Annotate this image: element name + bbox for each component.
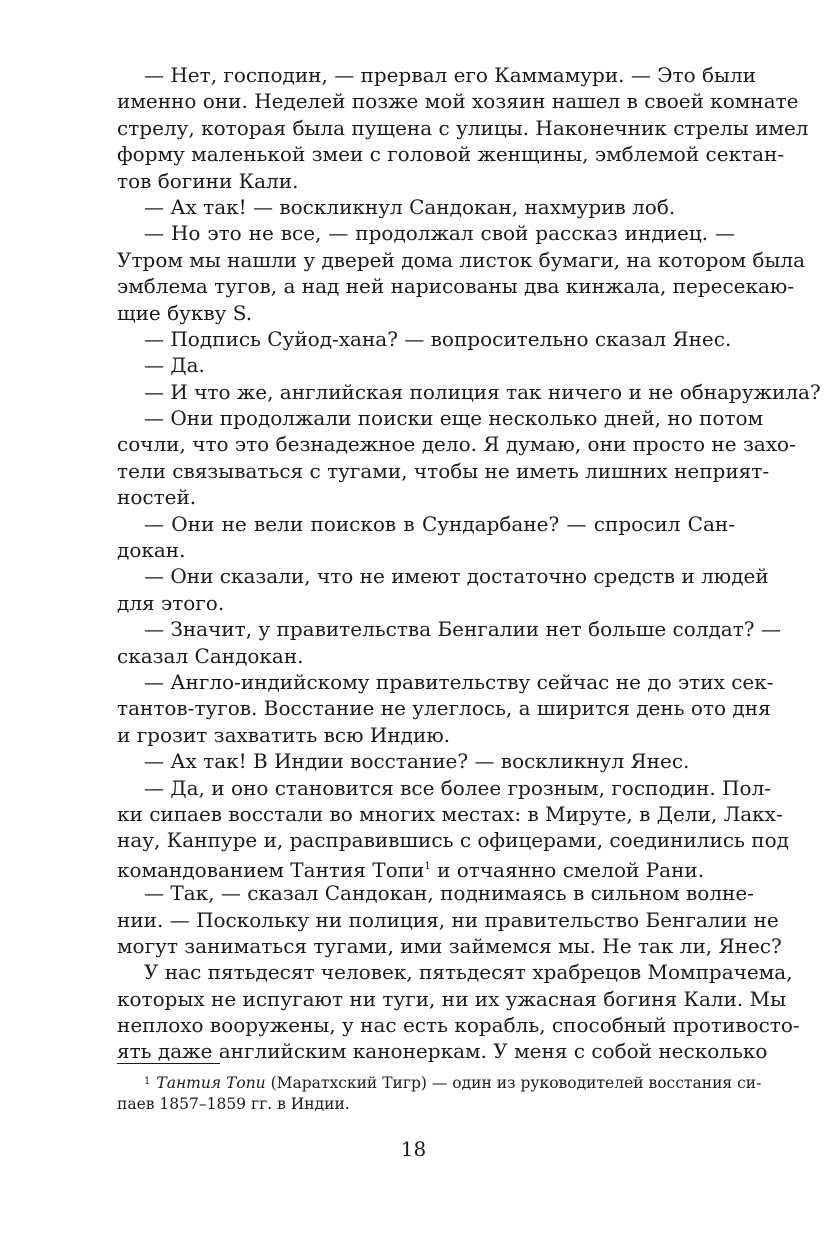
footnote-text: (Маратхский Тигр) — один из руководителей восстания си- <box>265 1074 762 1092</box>
footnote-line <box>117 1071 762 1093</box>
text-line: — Ах так! В Индии восстание? — воскликнул Янес. <box>144 749 690 774</box>
text-line: сказал Сандокан. <box>117 643 304 668</box>
text-line: тов богини Кали. <box>117 168 299 193</box>
footnote-divider <box>117 1063 220 1064</box>
text-line: — Значит, у правительства Бенгалии нет больше солдат? — <box>144 617 781 642</box>
text-line: тели связываться с тугами, чтобы не иметь лишних неприят- <box>117 458 770 483</box>
text-line: — Ах так! — воскликнул Сандокан, нахмурив лоб. <box>144 194 676 219</box>
text-line: — Так, — сказал Сандокан, поднимаясь в сильном волне- <box>144 881 754 906</box>
text-line: форму маленькой змеи с головой женщины, эмблемой сектан- <box>117 142 785 167</box>
page-number: 18 <box>400 1137 427 1161</box>
text-line: — Они сказали, что не имеют достаточно средств и людей <box>144 564 769 589</box>
text-line: стрелу, которая была пущена с улицы. Наконечник стрелы имел <box>117 115 809 140</box>
footnote-mark: 1 <box>144 1076 151 1087</box>
text-line: У нас пятьдесят человек, пятьдесят храбрецов Момпрачема, <box>144 960 793 985</box>
text-line: командованием Тантия Топи$^1$ и отчаянно смелой Рани. <box>117 857 705 882</box>
text-line: — Да. <box>144 353 205 378</box>
text-line: — Англо-индийскому правительству сейчас не до этих сек- <box>144 669 774 694</box>
text-line: ностей. <box>117 485 197 510</box>
text-line: нии. — Поскольку ни полиция, ни правительство Бенгалии не <box>117 907 779 932</box>
text-line: ять даже английским канонеркам. У меня с собой несколько <box>117 1039 768 1064</box>
text-line: — Да, и оно становится все более грозным, господин. Пол- <box>144 775 772 800</box>
text-line: и грозит захватить всю Индию. <box>117 722 451 747</box>
text-line: неплохо вооружены, у нас есть корабль, способный противосто- <box>117 1013 800 1038</box>
text-line: именно они. Неделей позже мой хозяин нашел в своей комнате <box>117 89 799 114</box>
footnote-reference[interactable]: 1 <box>424 860 431 872</box>
body-text <box>117 62 821 1065</box>
text-line: которых не испугают ни туги, ни их ужасная богиня Кали. Мы <box>117 986 787 1011</box>
text-line: для этого. <box>117 590 225 615</box>
footnote-term: Тантия Топи <box>156 1074 266 1092</box>
text-line: сочли, что это безнадежное дело. Я думаю, они просто не захо- <box>117 432 796 457</box>
footnote <box>117 1071 762 1115</box>
text-line: ки сипаев восстали во многих местах: в Мируте, в Дели, Лакх- <box>117 801 783 826</box>
text-line: — Они продолжали поиски еще несколько дней, но потом <box>144 406 764 431</box>
text-line: щие букву S. <box>117 300 253 325</box>
text-line: докан. <box>117 538 186 563</box>
text-line: тантов-тугов. Восстание не улеглось, а ширится день ото дня <box>117 696 771 721</box>
footnote-line: паев 1857–1859 гг. в Индии. <box>117 1095 350 1113</box>
text-line: могут заниматься тугами, ими займемся мы. Не так ли, Янес? <box>117 933 782 958</box>
text-line: — Нет, господин, — прервал его Каммамури. — Это были <box>144 63 757 87</box>
text-line: — Но это не все, — продолжал свой рассказ индиец. — <box>144 221 735 246</box>
text-line: — Подпись Суйод-хана? — вопросительно сказал Янес. <box>144 326 732 351</box>
text-line: — И что же, английская полиция так ничего и не обнаружила? <box>144 379 821 404</box>
text-line: — Они не вели поисков в Сундарбане? — спросил Сан- <box>144 511 735 536</box>
text-line: нау, Канпуре и, расправившись с офицерами, соединились под <box>117 828 789 853</box>
text-line: эмблема тугов, а над ней нарисованы два кинжала, пересекаю- <box>117 274 795 299</box>
text-line: Утром мы нашли у дверей дома листок бумаги, на котором была <box>117 247 806 272</box>
